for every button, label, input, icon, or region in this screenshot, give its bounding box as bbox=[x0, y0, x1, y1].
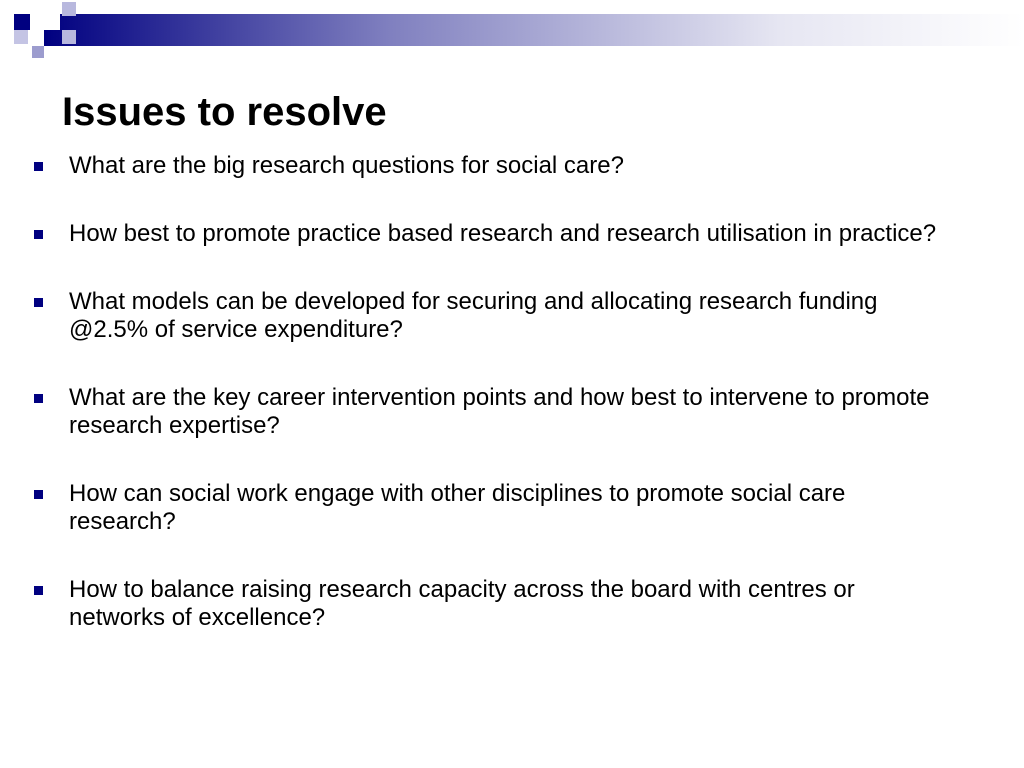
bullet-item bbox=[0, 152, 1024, 180]
bullet-square-icon bbox=[34, 586, 43, 595]
header-decoration bbox=[0, 0, 1024, 80]
bullet-text: How can social work engage with other disciplines to promote social care research? bbox=[69, 480, 846, 535]
bullet-text: What are the big research questions for social care? bbox=[69, 152, 624, 179]
bullet-text: How to balance raising research capacity across the board with centres or networks of excellence? bbox=[69, 576, 855, 631]
decor-square-mid bbox=[32, 46, 44, 58]
slide-title: Issues to resolve bbox=[62, 90, 387, 134]
header-gradient-bar bbox=[44, 14, 1024, 46]
decor-square-light bbox=[14, 30, 28, 44]
bullet-item bbox=[0, 480, 1024, 536]
bullet-square-icon bbox=[34, 230, 43, 239]
bullet-text: What are the key career intervention points and how best to intervene to promote research expertise? bbox=[69, 384, 930, 439]
bullet-item bbox=[0, 288, 1024, 344]
bullet-item bbox=[0, 576, 1024, 632]
bullet-square-icon bbox=[34, 490, 43, 499]
bullet-list bbox=[0, 152, 1024, 672]
bullet-square-icon bbox=[34, 298, 43, 307]
bullet-item bbox=[0, 220, 1024, 248]
decor-square-light bbox=[62, 2, 76, 16]
bullet-item bbox=[0, 384, 1024, 440]
decor-square-dark bbox=[14, 14, 30, 30]
bullet-text: What models can be developed for securing and allocating research funding @2.5% of service expenditure? bbox=[69, 288, 878, 343]
bullet-square-icon bbox=[34, 394, 43, 403]
bullet-square-icon bbox=[34, 162, 43, 171]
decor-square-white bbox=[44, 14, 60, 30]
bullet-text: How best to promote practice based research and research utilisation in practice? bbox=[69, 220, 937, 247]
decor-square-light bbox=[62, 30, 76, 44]
